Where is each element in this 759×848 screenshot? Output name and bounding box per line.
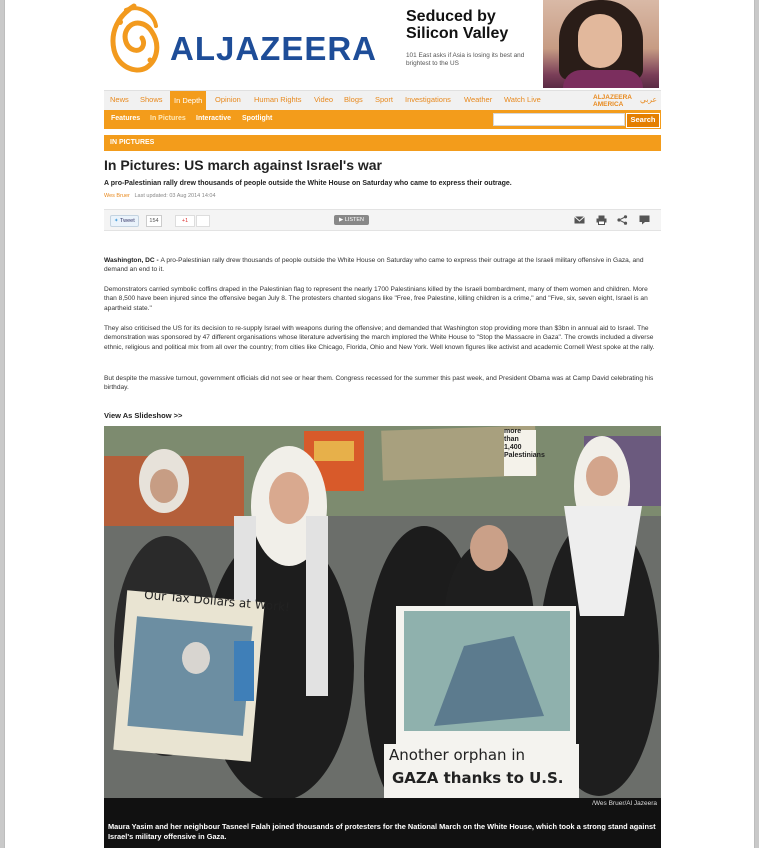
nav-investigations[interactable]: Investigations (405, 95, 451, 104)
search-input[interactable] (493, 113, 625, 126)
article-paragraph (104, 285, 661, 313)
brand-name: ALJAZEERA (170, 30, 378, 67)
paragraph-text: But despite the massive turnout, government officials did not see or hear them. Congress recessed for the summer this past week, and President Obama was at Camp David celebrating his birthday. (104, 375, 654, 392)
article-photo[interactable] (104, 426, 661, 798)
article-paragraph (104, 256, 661, 275)
subnav-in-pictures[interactable]: In Pictures (150, 115, 186, 122)
nav-shows[interactable]: Shows (140, 95, 163, 104)
sign-text-tax-dollars: Our Tax Dollars at Work! (143, 587, 291, 615)
last-updated: Last updated: 03 Aug 2014 14:04 (134, 193, 216, 199)
nav-blogs[interactable]: Blogs (344, 95, 363, 104)
share-toolbar (104, 209, 661, 231)
dateline: Washington, DC - (104, 257, 161, 264)
aljazeera-america-link[interactable]: ALJAZEERA AMERICA (593, 94, 632, 108)
article-paragraph (104, 374, 661, 393)
photo-credit-bar (104, 798, 661, 810)
sign-text-gaza: GAZA thanks to U.S. (392, 769, 564, 787)
promo-banner[interactable] (403, 0, 659, 88)
aljazeera-logo-icon (104, 2, 164, 78)
article-paragraph (104, 324, 661, 352)
tweet-count: 154 (146, 215, 162, 227)
sign-text-orphan: Another orphan in (389, 746, 526, 764)
subnav-features[interactable]: Features (111, 115, 141, 122)
section-header (104, 135, 661, 151)
promo-title: Seduced by Silicon Valley (406, 8, 509, 42)
print-icon[interactable] (596, 215, 607, 225)
promo-photo (543, 0, 659, 88)
paragraph-text: A pro-Palestinian rally drew thousands of people outside the White House on Saturday who came to express their outrage at the Israeli military offensive in Gaza, and demand an end to it. (104, 257, 644, 274)
section-title: IN PICTURES (110, 139, 155, 146)
nav-watch-live[interactable]: Watch Live (504, 95, 541, 104)
nav-weather[interactable]: Weather (464, 95, 493, 104)
twitter-bird-icon: ✦ (114, 218, 119, 224)
speaker-icon: ▶ (339, 217, 344, 223)
author-link[interactable]: Wes Bruer (104, 193, 130, 199)
secondary-nav (104, 110, 661, 129)
photo-credit: /Wes Bruer/Al Jazeera (592, 800, 657, 807)
nav-human-rights[interactable]: Human Rights (254, 95, 302, 104)
email-icon[interactable] (574, 215, 585, 225)
article-standfirst: A pro-Palestinian rally drew thousands of people outside the White House on Saturday who came to express their outrage. (104, 180, 512, 187)
paragraph-text: They also criticised the US for its decision to re-supply Israel with weapons during the offensive; and demanded that Washington stop providing more than $3bn in annual aid to Israel. The demonstration was sponsored by 47 different organisations whose literature advertising the march implored the White House to "Stop the Massacre in Gaza". The crowds included a diverse ethnic, religious and political mix from all over the country; from cities like Chicago, Florida, Ohio and New York. Well known figures like activist and academic Cornell West spoke at the rally. (104, 325, 655, 351)
subnav-interactive[interactable]: Interactive (196, 115, 232, 122)
nav-opinion[interactable]: Opinion (215, 95, 241, 104)
search-button[interactable]: Search (626, 113, 660, 128)
arabic-link[interactable]: عربي (640, 95, 657, 104)
listen-label: LISTEN (344, 217, 365, 223)
nav-video[interactable]: Video (314, 95, 334, 104)
byline (104, 193, 216, 199)
primary-nav (104, 90, 661, 111)
photo-caption-bar (104, 810, 661, 848)
gplus-button[interactable]: +1 (175, 215, 195, 227)
view-slideshow-link[interactable]: View As Slideshow >> (104, 411, 183, 420)
promo-photo-face (578, 14, 622, 68)
protest-photo-illustration (104, 426, 661, 798)
tweet-button[interactable] (110, 215, 139, 227)
comment-icon[interactable] (639, 215, 650, 225)
promo-subtitle: 101 East asks if Asia is losing its best and brightest to the US (406, 52, 525, 67)
nav-sport[interactable]: Sport (375, 95, 393, 104)
subnav-spotlight[interactable]: Spotlight (242, 115, 273, 122)
gplus-count (196, 215, 210, 227)
promo-photo-body (563, 70, 643, 88)
sign-text-1400: more than 1,400 Palestinians (504, 428, 545, 459)
aljazeera-logo[interactable] (104, 2, 378, 82)
listen-button[interactable] (334, 215, 369, 225)
share-icon[interactable] (617, 215, 628, 225)
article-headline: In Pictures: US march against Israel's war (104, 157, 382, 173)
photo-caption: Maura Yasim and her neighbour Tasneel Falah joined thousands of protesters for the National March on the White House, which took a strong stand against Israel's military offensive in Gaza. (108, 822, 656, 841)
tweet-label: Tweet (120, 218, 135, 224)
nav-in-depth[interactable]: In Depth (170, 91, 206, 110)
paragraph-text: Demonstrators carried symbolic coffins draped in the Palestinian flag to represent the nearly 1700 Palestinians killed by the Israeli bombardment, many of them women and children. More than 8,500 have been injured since the offensive began July 8. The protesters chanted slogans like "Free, free Palestine, killing children is a crime," and "Five, six, seven eight, Israel is an apartheid state." (104, 286, 648, 312)
nav-news[interactable]: News (110, 95, 129, 104)
